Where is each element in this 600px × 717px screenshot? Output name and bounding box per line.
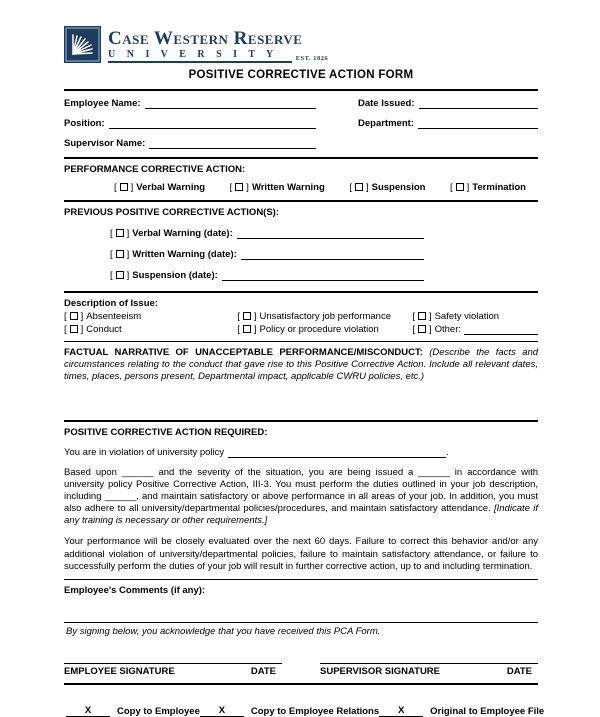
employee-comments-writein-area[interactable] [64, 596, 538, 616]
date-issued-label: Date Issued: [358, 98, 415, 109]
checkbox-unsatisfactory-performance[interactable] [237, 311, 391, 322]
checkbox-square [70, 312, 78, 320]
bracket: ] [365, 182, 369, 193]
checkbox-square [235, 183, 243, 191]
checkbox-square [456, 183, 464, 191]
department-label: Department: [358, 118, 414, 129]
sunburst-logo-icon [64, 26, 101, 63]
distribution-x-mark: X [200, 705, 244, 717]
university-word: U N I V E R S I T Y [108, 49, 292, 63]
employee-name-label: Employee Name: [64, 98, 141, 109]
distribution-item [66, 705, 200, 717]
checkbox-other[interactable] [412, 324, 461, 335]
other-label: Other: [434, 324, 461, 335]
checkbox-square [243, 325, 251, 333]
position-field[interactable] [109, 118, 316, 129]
performance-action-heading: PERFORMANCE CORRECTIVE ACTION: [64, 164, 246, 175]
bracket: ] [253, 324, 257, 335]
bracket: [ [110, 249, 113, 260]
employee-comments-heading: Employee's Comments (if any): [64, 584, 206, 596]
policy-violation-label: Policy or procedure violation [259, 324, 379, 335]
previous-verbal-warning-label: Verbal Warning (date): [132, 228, 233, 239]
checkbox-square [116, 250, 124, 258]
bracket: [ [229, 182, 233, 193]
checkbox-written-warning[interactable] [230, 182, 325, 193]
issue-description-heading: Description of Issue: [64, 298, 158, 309]
bracket: ] [428, 311, 432, 322]
bracket: [ [349, 182, 352, 193]
checkbox-absenteeism[interactable] [64, 311, 141, 322]
bracket: [ [64, 311, 67, 322]
bracket: [ [114, 182, 117, 193]
action-required-heading: POSITIVE CORRECTIVE ACTION REQUIRED: [64, 426, 268, 438]
employee-name-field[interactable] [145, 98, 316, 109]
employee-signature-block [64, 663, 282, 677]
established-year: EST. 1826 [295, 55, 329, 62]
bracket: [ [412, 311, 415, 322]
violation-suffix: . [446, 446, 449, 458]
action-required-paragraph-1 [64, 467, 538, 528]
university-logo [64, 26, 538, 63]
bracket: ] [80, 311, 84, 322]
written-warning-label: Written Warning [251, 182, 325, 193]
action-required-section [64, 422, 538, 579]
performance-action-section [64, 159, 538, 200]
employee-info-section [64, 91, 538, 157]
date-issued-field[interactable] [419, 98, 539, 109]
suspension-label: Suspension [371, 182, 426, 193]
copy-to-employee-relations-label: Copy to Employee Relations [250, 705, 380, 717]
bracket: [ [412, 324, 415, 335]
bracket: [ [237, 311, 240, 322]
distribution-item [379, 705, 544, 717]
bracket: [ [110, 228, 113, 239]
factual-narrative-heading: FACTUAL NARRATIVE OF UNACCEPTABLE PERFORMANCE/MISCONDUCT: [64, 347, 423, 358]
checkbox-verbal-warning[interactable] [114, 182, 205, 193]
checkbox-square [418, 312, 426, 320]
supervisor-name-label: Supervisor Name: [64, 138, 146, 149]
checkbox-square [70, 325, 78, 333]
bracket: [ [450, 182, 453, 193]
checkbox-square [355, 183, 363, 191]
action-required-paragraph-2: Your performance will be closely evaluated over the next 60 days. Failure to correct this behavior and/or any additional violation of university/departmental policies, failure to maintain satisfactory attendance, or failure to successfully perform the duties of your job will result in further corrective action, up to and including termination. [64, 536, 538, 572]
bracket: [ [237, 324, 240, 335]
employee-date-label: DATE [250, 665, 276, 677]
bracket: ] [126, 249, 130, 260]
position-label: Position: [64, 118, 105, 129]
checkbox-policy-violation[interactable] [237, 324, 379, 335]
supervisor-name-field[interactable] [149, 138, 316, 149]
department-field[interactable] [418, 118, 538, 129]
verbal-warning-label: Verbal Warning [136, 182, 206, 193]
divider [64, 683, 538, 685]
distribution-x-mark: X [66, 705, 110, 717]
previous-written-warning-date-field[interactable] [241, 249, 424, 260]
violation-policy-field[interactable] [228, 447, 446, 458]
distribution-x-mark: X [379, 705, 423, 717]
conduct-label: Conduct [86, 324, 122, 335]
form-title: POSITIVE CORRECTIVE ACTION FORM [188, 69, 414, 81]
bracket: ] [126, 270, 130, 281]
previous-actions-heading: PREVIOUS POSITIVE CORRECTIVE ACTION(S): [64, 207, 280, 218]
bracket: ] [466, 182, 470, 193]
factual-narrative-instructions: (Describe the facts and circumstances relating to the conduct that gave rise to this Positive Corrective Action. Include all relevant dates, times, places, persons present, Departmental impact, applicable CWRU policies, etc.) [64, 347, 539, 382]
bracket: ] [130, 182, 134, 193]
checkbox-safety-violation[interactable] [412, 311, 499, 322]
checkbox-square [243, 312, 251, 320]
bracket: ] [246, 182, 249, 193]
other-field[interactable] [464, 325, 538, 335]
distribution-item [200, 705, 379, 717]
unsatisfactory-performance-label: Unsatisfactory job performance [259, 311, 391, 322]
acknowledgement-text: By signing below, you acknowledge that you have received this PCA Form. [66, 625, 381, 637]
bracket: [ [64, 324, 67, 335]
paragraph-1-text: Based upon ______ and the severity of the situation, you are being issued a ______ in accordance with university policy Positive Corrective Action, III-3. You must perform the duties outlined in your job description, including ______, and maintain satisfactory or above performance in all areas of your job. In addition, you must also adhere to all university/departmental policies/procedures, and maintain satisfactory attendance. [64, 466, 538, 515]
factual-narrative-writein-area[interactable] [64, 383, 538, 414]
previous-suspension-date-field[interactable] [222, 270, 424, 281]
checkbox-previous-suspension[interactable] [110, 270, 218, 281]
checkbox-suspension[interactable] [349, 182, 425, 193]
checkbox-termination[interactable] [450, 182, 526, 193]
distribution-footer [64, 704, 545, 717]
bracket: ] [126, 228, 130, 239]
checkbox-previous-verbal-warning[interactable] [110, 228, 233, 239]
termination-label: Termination [472, 182, 526, 193]
signature-section [64, 663, 538, 677]
university-name: Case Western Reserve [108, 28, 303, 49]
checkbox-square [120, 183, 128, 191]
bracket: [ [110, 270, 113, 281]
supervisor-date-label: DATE [506, 665, 532, 677]
bracket: ] [253, 311, 257, 322]
factual-narrative-section [64, 342, 538, 420]
safety-violation-label: Safety violation [434, 311, 500, 322]
absenteeism-label: Absenteeism [86, 311, 142, 322]
checkbox-square [116, 271, 124, 279]
previous-actions-section [64, 202, 538, 287]
previous-verbal-warning-date-field[interactable] [237, 228, 424, 239]
paragraph-1-note: [Indicate if any training is necessary or other requirements.] [64, 503, 538, 527]
previous-suspension-label: Suspension (date): [132, 270, 218, 281]
supervisor-signature-block [320, 663, 538, 677]
employee-comments-section [64, 580, 538, 622]
bracket: ] [80, 324, 84, 335]
bracket: ] [428, 324, 432, 335]
university-wordmark [108, 26, 328, 63]
checkbox-square [418, 325, 426, 333]
supervisor-signature-label: SUPERVISOR SIGNATURE [320, 665, 441, 677]
violation-prefix: You are in violation of university policy [64, 446, 225, 458]
original-to-employee-file-label: Original to Employee File [430, 705, 545, 717]
checkbox-square [116, 229, 124, 237]
checkbox-conduct[interactable] [64, 324, 122, 335]
copy-to-employee-label: Copy to Employee [117, 705, 200, 717]
checkbox-previous-written-warning[interactable] [110, 249, 237, 260]
previous-written-warning-label: Written Warning (date): [132, 249, 237, 260]
issue-description-section [64, 293, 538, 341]
employee-signature-label: EMPLOYEE SIGNATURE [64, 665, 175, 677]
